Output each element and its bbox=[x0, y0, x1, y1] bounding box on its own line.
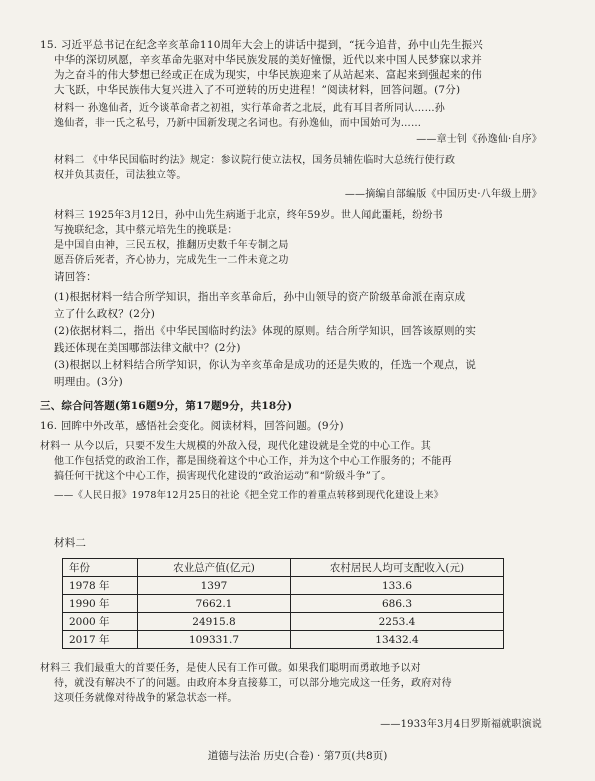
table-row bbox=[63, 613, 504, 631]
q16-material-1-source: ——《人民日报》1978年12月25日的社论《把全党工作的着重点转移到现代化建设上来》 bbox=[54, 490, 444, 501]
q16-material-2-label: 材料二 bbox=[54, 537, 87, 549]
text-line: 他工作包括党的政治工作，都是围绕着这个中心工作，并为这个中心工作服务的；不能再 bbox=[54, 456, 452, 467]
column-header: 农村居民人均可支配收入(元) bbox=[291, 559, 504, 577]
table-cell: 2253.4 bbox=[291, 613, 504, 631]
q15-stem bbox=[40, 38, 483, 98]
table-cell: 686.3 bbox=[291, 595, 504, 613]
question-line: 明理由。(3分) bbox=[54, 376, 123, 388]
table-cell: 1978 年 bbox=[63, 577, 138, 595]
text-line: 逸仙者，非一氏之私号，乃新中国新发现之名词也。有孙逸仙，而中国始可为…… bbox=[54, 118, 422, 129]
text-line: 材料三 1925年3月12日，孙中山先生病逝于北京，终年59岁。世人闻此噩耗，纷纷书 bbox=[54, 210, 443, 221]
q16-material-3 bbox=[40, 661, 452, 706]
question-line: (2)依据材料二，指出《中华民国临时约法》体现的原则。结合所学知识，回答该原则的实 bbox=[54, 325, 477, 337]
table-cell: 109331.7 bbox=[138, 631, 291, 649]
q15-material-1-source: ——章士钊《孙逸仙·自序》 bbox=[416, 134, 542, 145]
text-line: 写挽联纪念，其中蔡元培先生的挽联是： bbox=[54, 225, 238, 236]
q15-ask-label: 请回答： bbox=[54, 271, 97, 283]
table-cell: 133.6 bbox=[291, 577, 504, 595]
question-line: 践还体现在美国哪部法律文献中？(2分) bbox=[54, 342, 241, 354]
table-cell: 1397 bbox=[138, 577, 291, 595]
text-line: 愿吾侪后死者，齐心协力，完成先生一二件未竟之功 bbox=[54, 255, 289, 266]
text-line: 15. 习近平总书记在纪念辛亥革命110周年大会上的讲话中提到，“抚今追昔，孙中山先生振兴 bbox=[40, 39, 483, 51]
table-cell: 24915.8 bbox=[138, 613, 291, 631]
text-line: 搞任何干扰这个中心工作，损害现代化建设的“政治运动”和“阶级斗争”了。 bbox=[54, 471, 392, 482]
text-line: 中华的深切夙愿，辛亥革命先驱对中华民族发展的美好憧憬，近代以来中国人民梦寐以求并 bbox=[54, 54, 482, 66]
text-line: 材料一 从今以后，只要不发生大规模的外敌入侵，现代化建设就是全党的中心工作。其 bbox=[40, 441, 431, 452]
table-row bbox=[63, 595, 504, 613]
q15-material-2 bbox=[54, 153, 455, 183]
table-header-row bbox=[63, 559, 504, 577]
question-line: (1)根据材料一结合所学知识，指出辛亥革命后，孙中山领导的资产阶级革命派在南京成 bbox=[54, 291, 466, 303]
table-cell: 2000 年 bbox=[63, 613, 138, 631]
page-footer: 道德与法治 历史(合卷) · 第7页(共8页) bbox=[207, 750, 388, 762]
text-line: 大飞跃，中华民族伟大复兴进入了不可逆转的历史进程！”阅读材料，回答问题。(7分) bbox=[54, 84, 461, 96]
text-line: 权并负其责任，司法独立等。 bbox=[54, 170, 187, 181]
text-line: 这项任务就像对待战争的紧急状态一样。 bbox=[54, 693, 238, 704]
table-cell: 1990 年 bbox=[63, 595, 138, 613]
table-row bbox=[63, 577, 504, 595]
text-line: 材料一 孙逸仙者，近今谈革命者之初祖，实行革命者之北辰，此有耳目者所同认……孙 bbox=[54, 103, 445, 114]
q16-material-3-source: ——1933年3月4日罗斯福就职演说 bbox=[380, 719, 542, 730]
q16-stem: 16. 回眸中外改革，感悟社会变化。阅读材料，回答问题。(9分) bbox=[40, 420, 344, 432]
table-cell: 13432.4 bbox=[291, 631, 504, 649]
column-header: 年份 bbox=[63, 559, 138, 577]
table-row bbox=[63, 631, 504, 649]
column-header: 农业总产值(亿元) bbox=[138, 559, 291, 577]
data-table bbox=[62, 558, 504, 649]
text-line: 材料二 《中华民国临时约法》规定：参议院行使立法权，国务员辅佐临时大总统行使行政 bbox=[54, 155, 456, 166]
text-line: 待，就没有解决不了的问题。由政府本身直接募工，可以部分地完成这一任务，政府对待 bbox=[54, 678, 452, 689]
text-line: 是中国自由神，三民五权，推翻历史数千年专制之局 bbox=[54, 240, 289, 251]
table-cell: 7662.1 bbox=[138, 595, 291, 613]
q16-material-1 bbox=[40, 439, 452, 484]
q15-material-2-source: ——摘编自部编版《中国历史·八年级上册》 bbox=[344, 189, 542, 200]
question-line: 立了什么政权？(2分) bbox=[54, 308, 156, 320]
text-line: 材料三 我们最重大的首要任务，是使人民有工作可做。如果我们聪明而勇敢地予以对 bbox=[40, 663, 421, 674]
q15-questions bbox=[54, 289, 476, 391]
section-3-heading: 三、综合问答题(第16题9分，第17题9分，共18分) bbox=[40, 400, 293, 412]
text-line: 为之奋斗的伟大梦想已经或正在成为现实，中华民族迎来了从站起来、富起来到强起来的伟 bbox=[54, 69, 482, 81]
q15-material-3 bbox=[54, 208, 443, 268]
question-line: (3)根据以上材料结合所学知识，你认为辛亥革命是成功的还是失败的，任选一个观点，说 bbox=[54, 359, 477, 371]
table-cell: 2017 年 bbox=[63, 631, 138, 649]
q15-material-1 bbox=[54, 101, 445, 131]
